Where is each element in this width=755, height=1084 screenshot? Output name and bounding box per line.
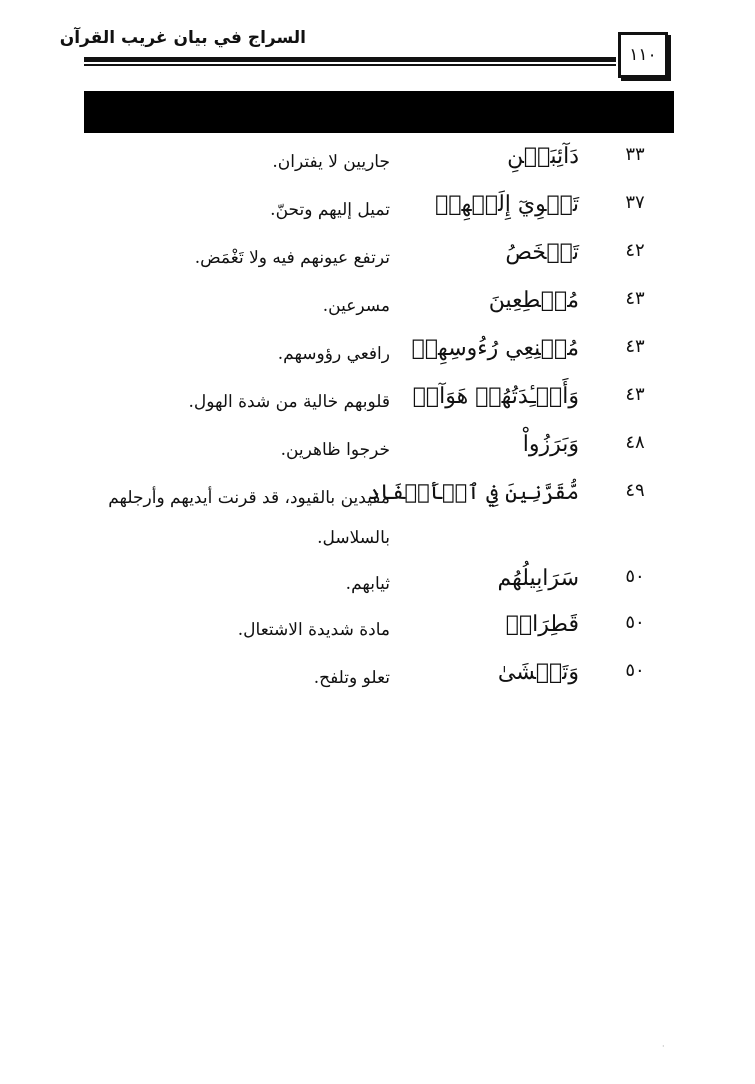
- word-meaning: تميل إليهم وتحنّ.: [270, 200, 390, 220]
- word-meaning: ترتفع عيونهم فيه ولا تَغْمَض.: [194, 248, 390, 268]
- header-rule-thick: [84, 57, 616, 62]
- list-item: [0, 566, 755, 606]
- list-item: [0, 240, 755, 280]
- list-item: [0, 480, 755, 560]
- verse-number: ٤٣: [625, 336, 645, 357]
- verse-number: ٥٠: [625, 660, 645, 681]
- scan-speck: ·: [662, 1042, 665, 1051]
- word-meaning: قلوبهم خالية من شدة الهول.: [188, 392, 390, 412]
- quran-word: وَأَفۡـِٔدَتُهُمۡ هَوَآءٞ: [412, 384, 579, 409]
- quran-word: مُّقَرَّنِينَ فِي ٱلۡأَصۡفَادِ: [367, 480, 579, 504]
- word-meaning: مقيدين بالقيود، قد قرنت أيديهم وأرجلهم بالسلاسل.: [108, 488, 390, 548]
- quran-word: وَتَغۡشَىٰ: [497, 660, 579, 685]
- word-meaning: رافعي رؤوسهم.: [277, 344, 390, 364]
- word-meaning: ثيابهم.: [345, 574, 390, 594]
- verse-number: ٤٣: [625, 384, 645, 405]
- quran-word: وَبَرَزُواْ: [522, 432, 579, 457]
- word-meaning: تعلو وتلفح.: [313, 668, 390, 688]
- list-item: [0, 660, 755, 700]
- word-meaning: جاريين لا يفتران.: [272, 152, 390, 172]
- quran-word: سَرَابِيلُهُم: [497, 566, 579, 591]
- verse-number: ٤٩: [625, 480, 645, 501]
- book-title: السراج في بيان غريب القرآن: [59, 28, 306, 48]
- word-meaning: مادة شديدة الاشتعال.: [237, 620, 390, 640]
- quran-word: قَطِرَانٖ: [505, 612, 579, 637]
- quran-word: تَهۡوِيٓ إِلَيۡهِمۡ: [435, 192, 579, 217]
- list-item: [0, 288, 755, 328]
- verse-number: ٥٠: [625, 566, 645, 587]
- header-rule-thin: [84, 64, 616, 66]
- verse-number: ٣٧: [625, 192, 645, 213]
- list-item: [0, 432, 755, 472]
- verse-number: ٣٣: [625, 144, 645, 165]
- page-number: ١١٠: [618, 32, 668, 78]
- list-item: [0, 612, 755, 652]
- list-item: [0, 192, 755, 232]
- page-header: [59, 24, 676, 80]
- quran-word: دَآئِبَيۡنِ: [507, 144, 579, 169]
- word-meaning: خرجوا ظاهرين.: [280, 440, 390, 460]
- list-item: [0, 384, 755, 424]
- verse-number: ٤٨: [625, 432, 645, 453]
- quran-word: مُقۡنِعِي رُءُوسِهِمۡ: [411, 336, 579, 361]
- word-meaning: مسرعين.: [322, 296, 390, 316]
- verse-number: ٤٢: [625, 240, 645, 261]
- section-banner: [84, 91, 674, 133]
- quran-word: تَشۡخَصُ: [505, 240, 579, 265]
- list-item: [0, 144, 755, 184]
- verse-number: ٤٣: [625, 288, 645, 309]
- quran-word: مُهۡطِعِينَ: [488, 288, 579, 313]
- verse-number: ٥٠: [625, 612, 645, 633]
- list-item: [0, 336, 755, 376]
